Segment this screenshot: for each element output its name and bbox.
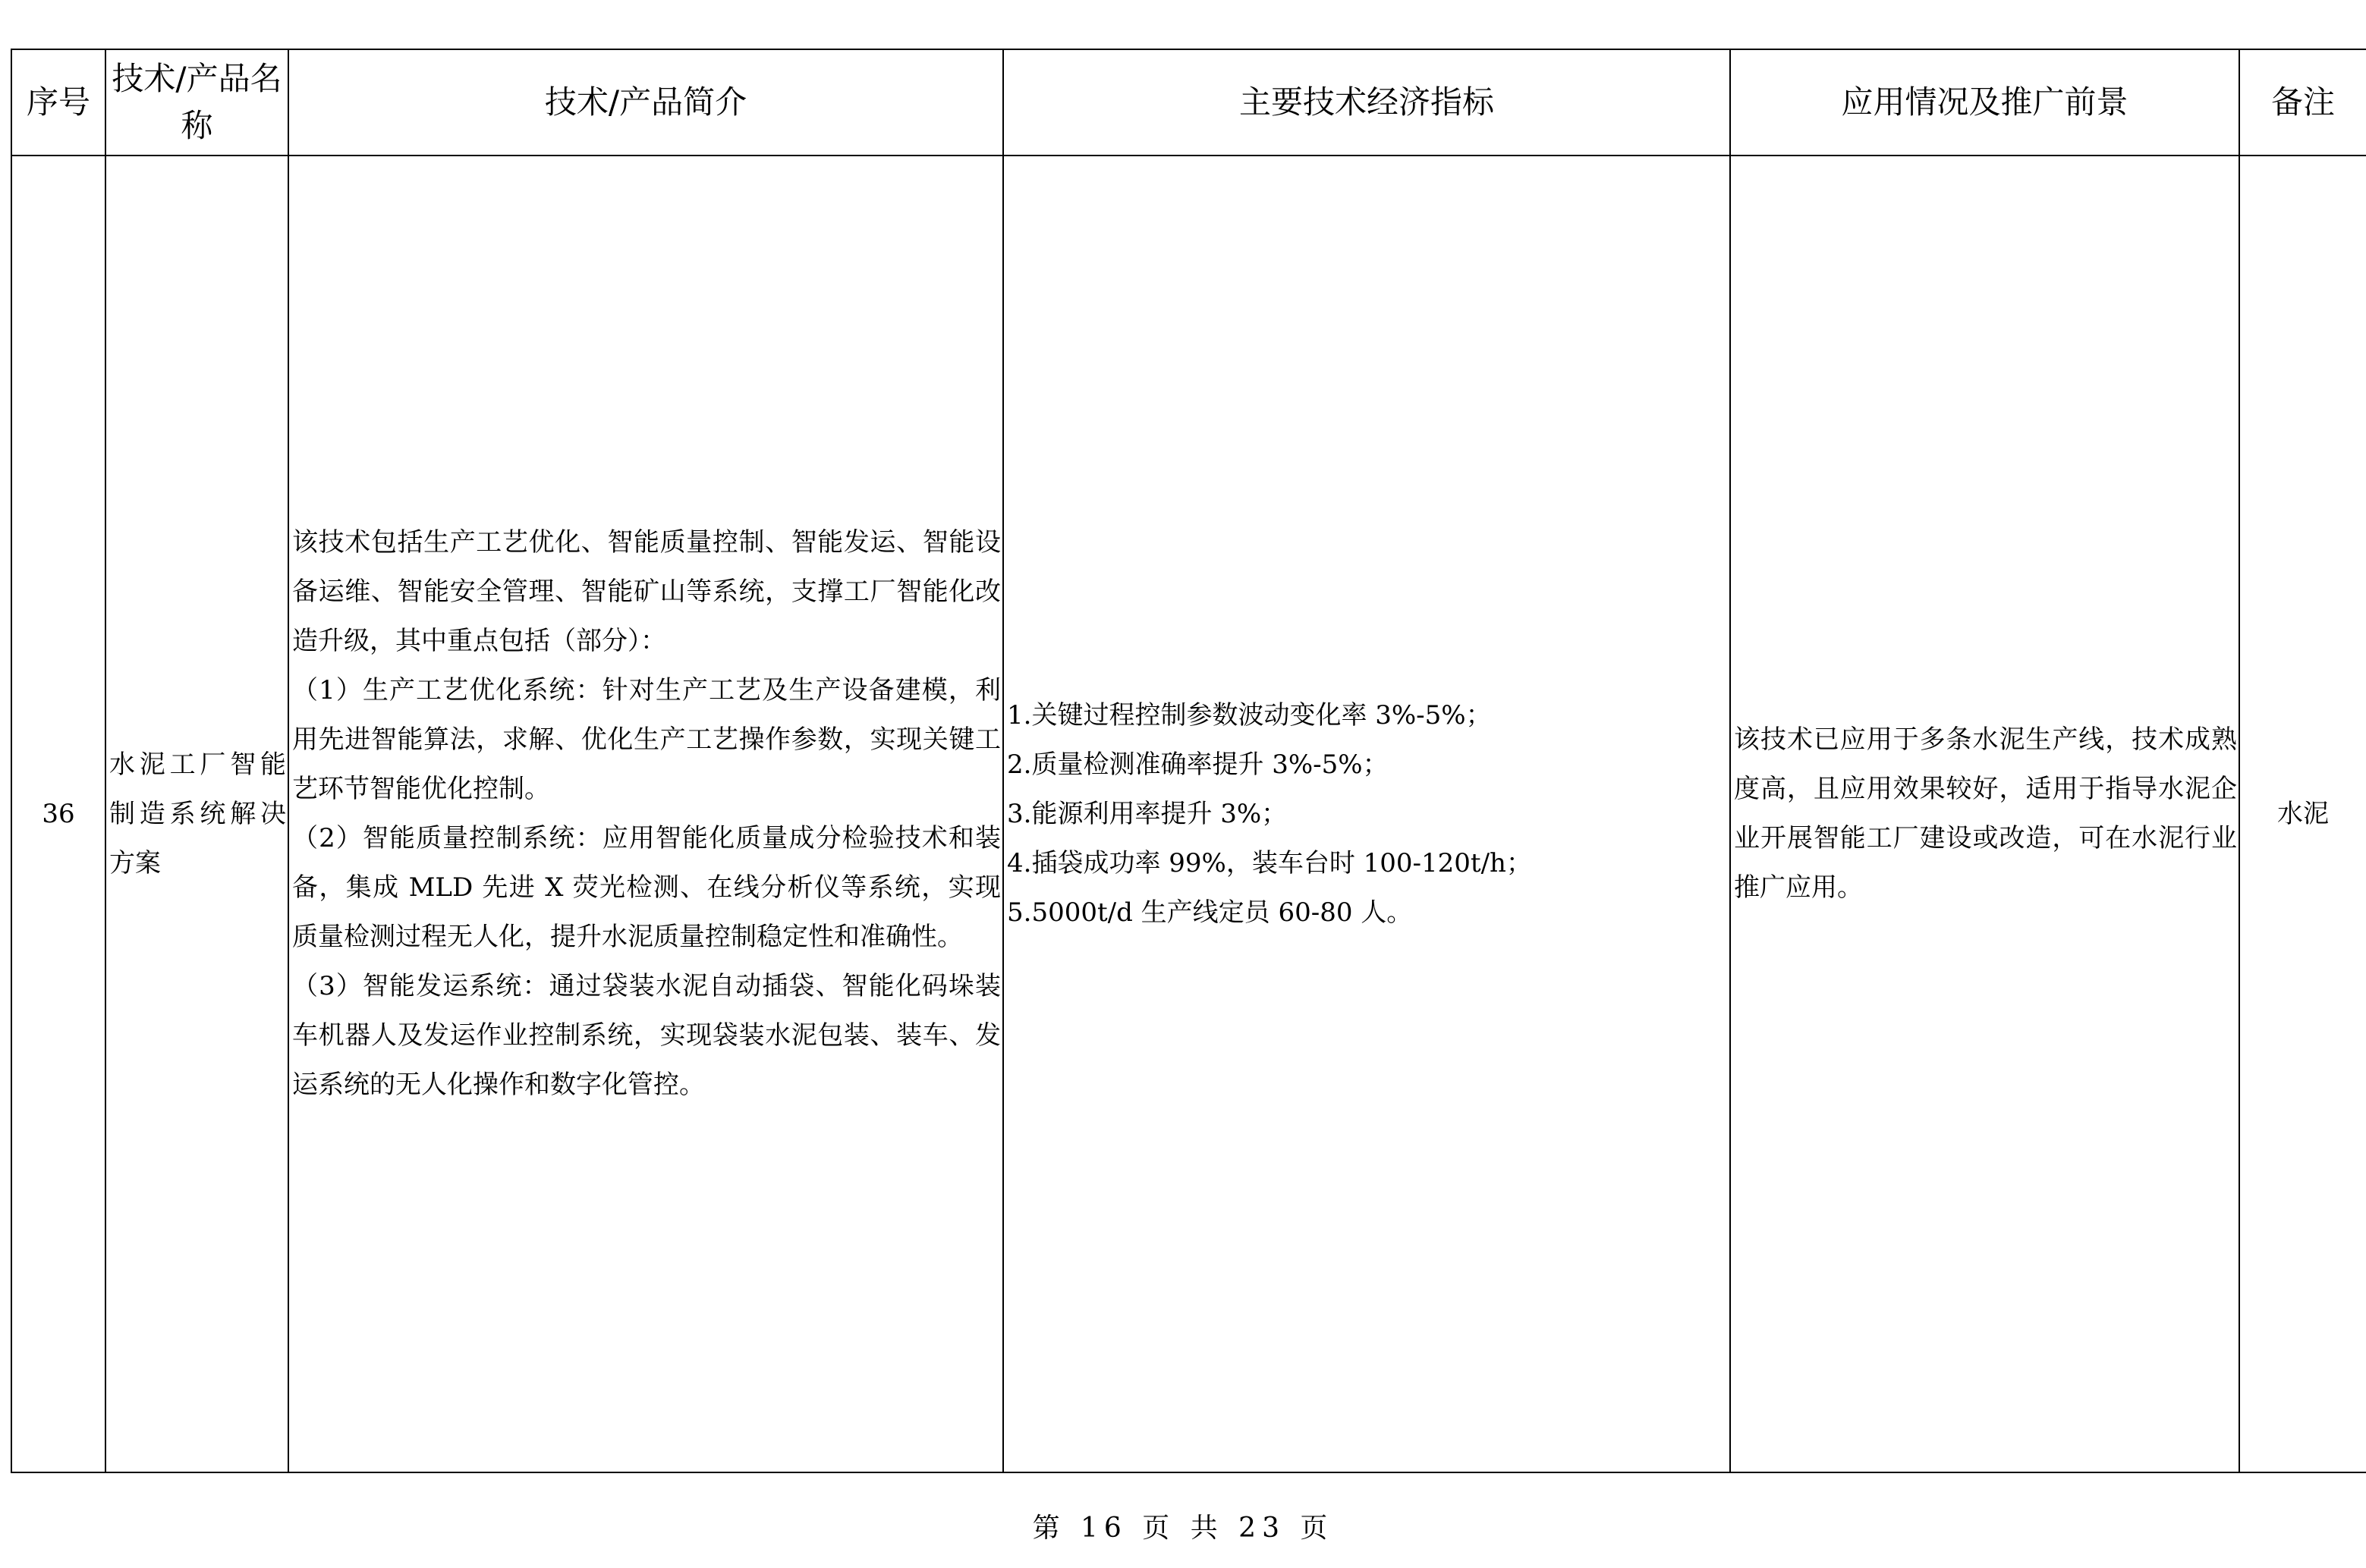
indicator-item: 5.5000t/d 生产线定员 60-80 人。 [1007, 897, 1413, 928]
page-number: 第 16 页 共 23 页 [1032, 1513, 1334, 1544]
catalog-table [11, 49, 2366, 1473]
row-note: 水泥 [2239, 156, 2366, 1472]
table-row [11, 156, 2366, 1472]
row-seq: 36 [11, 156, 105, 1472]
intro-paragraph: （1）生产工艺优化系统：针对生产工艺及生产设备建模，利用先进智能算法，求解、优化生产工艺操作参数，实现关键工艺环节智能优化控制。 [292, 675, 1001, 804]
header-seq: 序号 [11, 49, 105, 156]
intro-paragraph: （3）智能发运系统：通过袋装水泥自动插袋、智能化码垛装车机器人及发运作业控制系统，实现袋装水泥包装、装车、发运系统的无人化操作和数字化管控。 [292, 971, 1001, 1100]
indicator-item: 4.插袋成功率 99%，装车台时 100-120t/h； [1007, 847, 1532, 878]
header-indicators: 主要技术经济指标 [1003, 49, 1730, 156]
header-application: 应用情况及推广前景 [1730, 49, 2239, 156]
indicator-item: 1.关键过程控制参数波动变化率 3%-5%； [1007, 699, 1492, 731]
row-intro [288, 156, 1003, 1472]
header-intro: 技术/产品简介 [288, 49, 1003, 156]
table-header-row [11, 49, 2366, 156]
intro-paragraph: （2）智能质量控制系统：应用智能化质量成分检验技术和装备，集成 MLD 先进 X 荧光检测、在线分析仪等系统，实现质量检测过程无人化，提升水泥质量控制稳定性和准确性。 [292, 823, 1001, 952]
indicator-item: 3.能源利用率提升 3%； [1007, 798, 1288, 829]
header-name: 技术/产品名称 [105, 49, 288, 156]
row-name: 水泥工厂智能制造系统解决方案 [105, 156, 288, 1472]
row-application: 该技术已应用于多条水泥生产线，技术成熟度高，且应用效果较好，适用于指导水泥企业开展智能工厂建设或改造，可在水泥行业推广应用。 [1730, 156, 2239, 1472]
intro-paragraph: 该技术包括生产工艺优化、智能质量控制、智能发运、智能设备运维、智能安全管理、智能矿山等系统，支撑工厂智能化改造升级，其中重点包括（部分）： [292, 527, 1001, 656]
indicator-item: 2.质量检测准确率提升 3%-5%； [1007, 749, 1389, 780]
row-indicators [1003, 156, 1730, 1472]
header-note: 备注 [2239, 49, 2366, 156]
